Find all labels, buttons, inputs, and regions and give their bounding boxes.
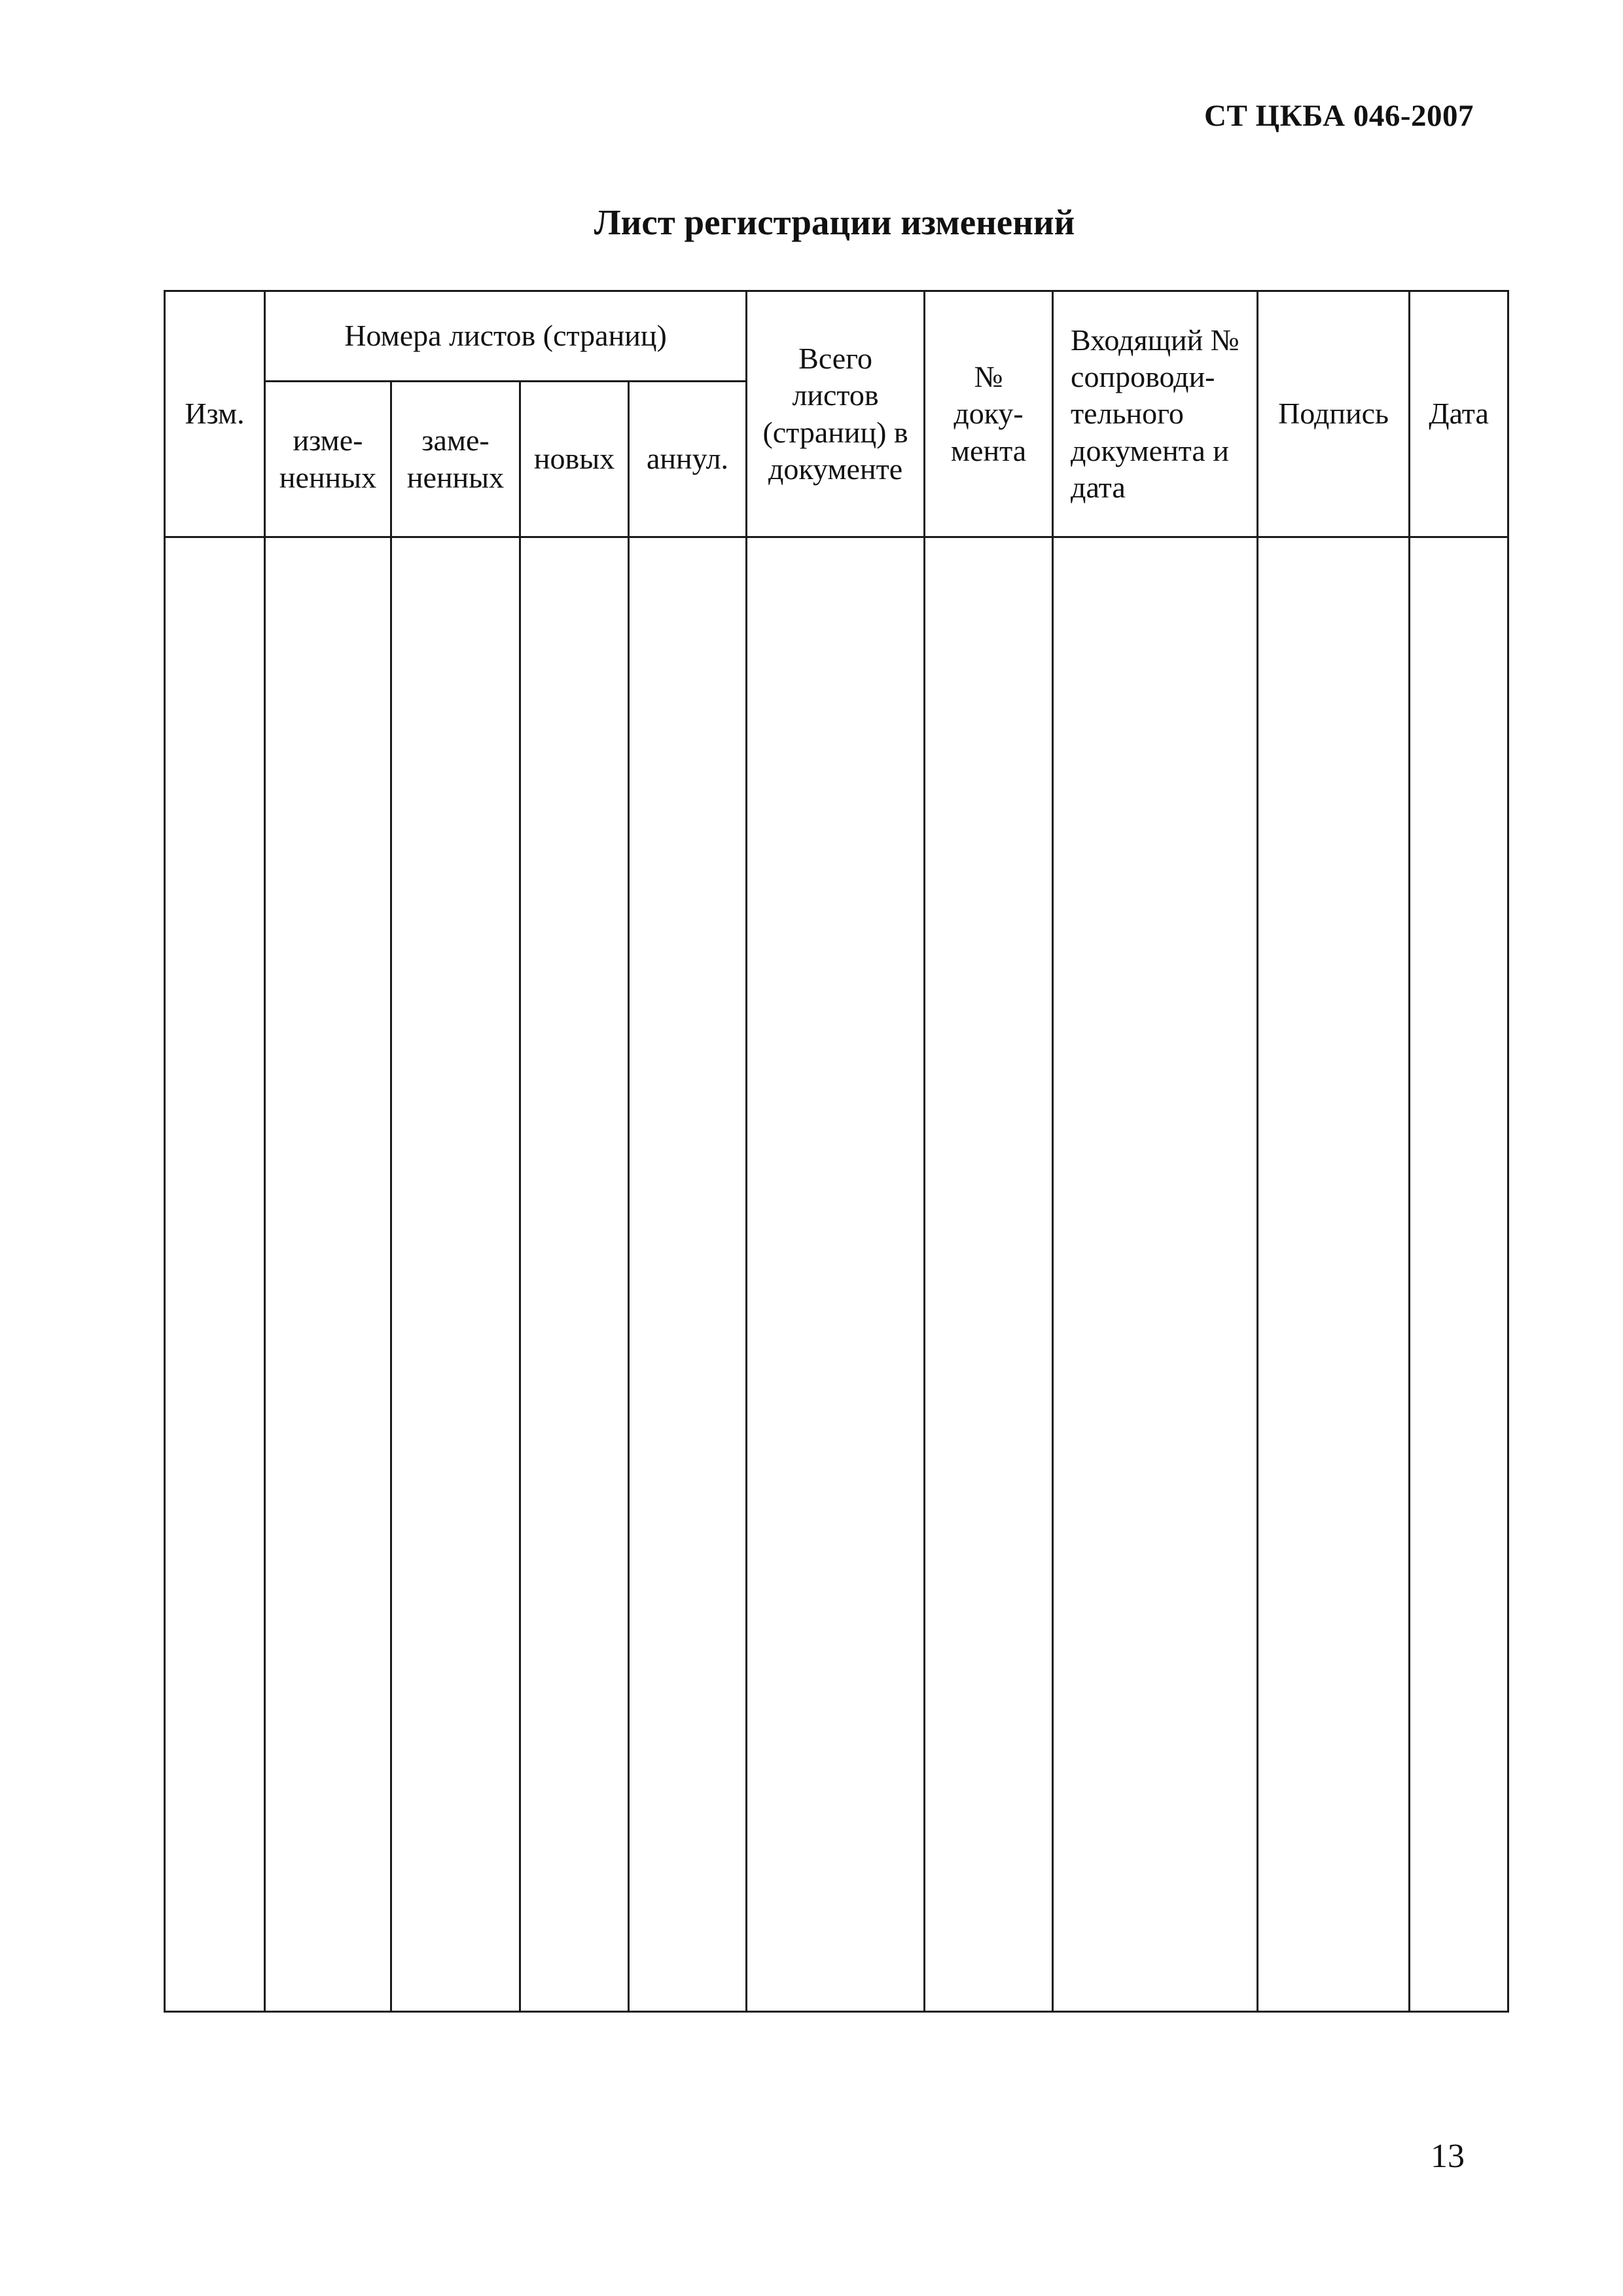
body-cell-doc-number <box>925 537 1053 2012</box>
page-number: 13 <box>1431 2138 1465 2175</box>
col-header-annulled-label: аннул. <box>646 442 729 476</box>
header-row-1 <box>165 291 1508 382</box>
col-header-date <box>1410 291 1508 537</box>
col-header-replaced <box>391 382 520 537</box>
document-code: СТ ЦКБА 046-2007 <box>1204 99 1474 133</box>
body-cell-new <box>520 537 629 2012</box>
body-cell-signature <box>1258 537 1410 2012</box>
col-header-signature <box>1258 291 1410 537</box>
col-header-total-sheets-label: Всего листов (страниц) в документе <box>762 342 908 486</box>
body-cell-changed <box>265 537 391 2012</box>
body-cell-incoming <box>1053 537 1258 2012</box>
col-header-changed <box>265 382 391 537</box>
body-cell-total-sheets <box>747 537 925 2012</box>
col-header-change-label: Изм. <box>185 397 245 431</box>
col-header-doc-number <box>925 291 1053 537</box>
body-cell-replaced <box>391 537 520 2012</box>
col-header-date-label: Дата <box>1429 397 1489 431</box>
col-header-new-label: новых <box>533 442 615 476</box>
col-header-new <box>520 382 629 537</box>
col-header-replaced-label: заме- ненных <box>406 423 505 494</box>
col-header-signature-label: Подпись <box>1278 397 1389 431</box>
col-header-incoming-label: Входящий № сопроводи- тельного документа и дата <box>1071 323 1240 504</box>
col-header-total-sheets <box>747 291 925 537</box>
col-header-changed-label: изме- ненных <box>279 423 377 494</box>
col-header-incoming <box>1053 291 1258 537</box>
body-cell-annulled <box>629 537 747 2012</box>
col-header-change <box>165 291 265 537</box>
col-group-sheet-numbers-label: Номера листов (страниц) <box>344 319 667 353</box>
col-header-doc-number-label: № доку- мента <box>950 360 1027 467</box>
change-registration-table <box>164 290 1509 2013</box>
body-cell-date <box>1410 537 1508 2012</box>
col-header-annulled <box>629 382 747 537</box>
body-cell-change <box>165 537 265 2012</box>
col-group-sheet-numbers <box>265 291 747 382</box>
page-title: Лист регистрации изменений <box>594 202 1075 242</box>
table-body-row <box>165 537 1508 2012</box>
